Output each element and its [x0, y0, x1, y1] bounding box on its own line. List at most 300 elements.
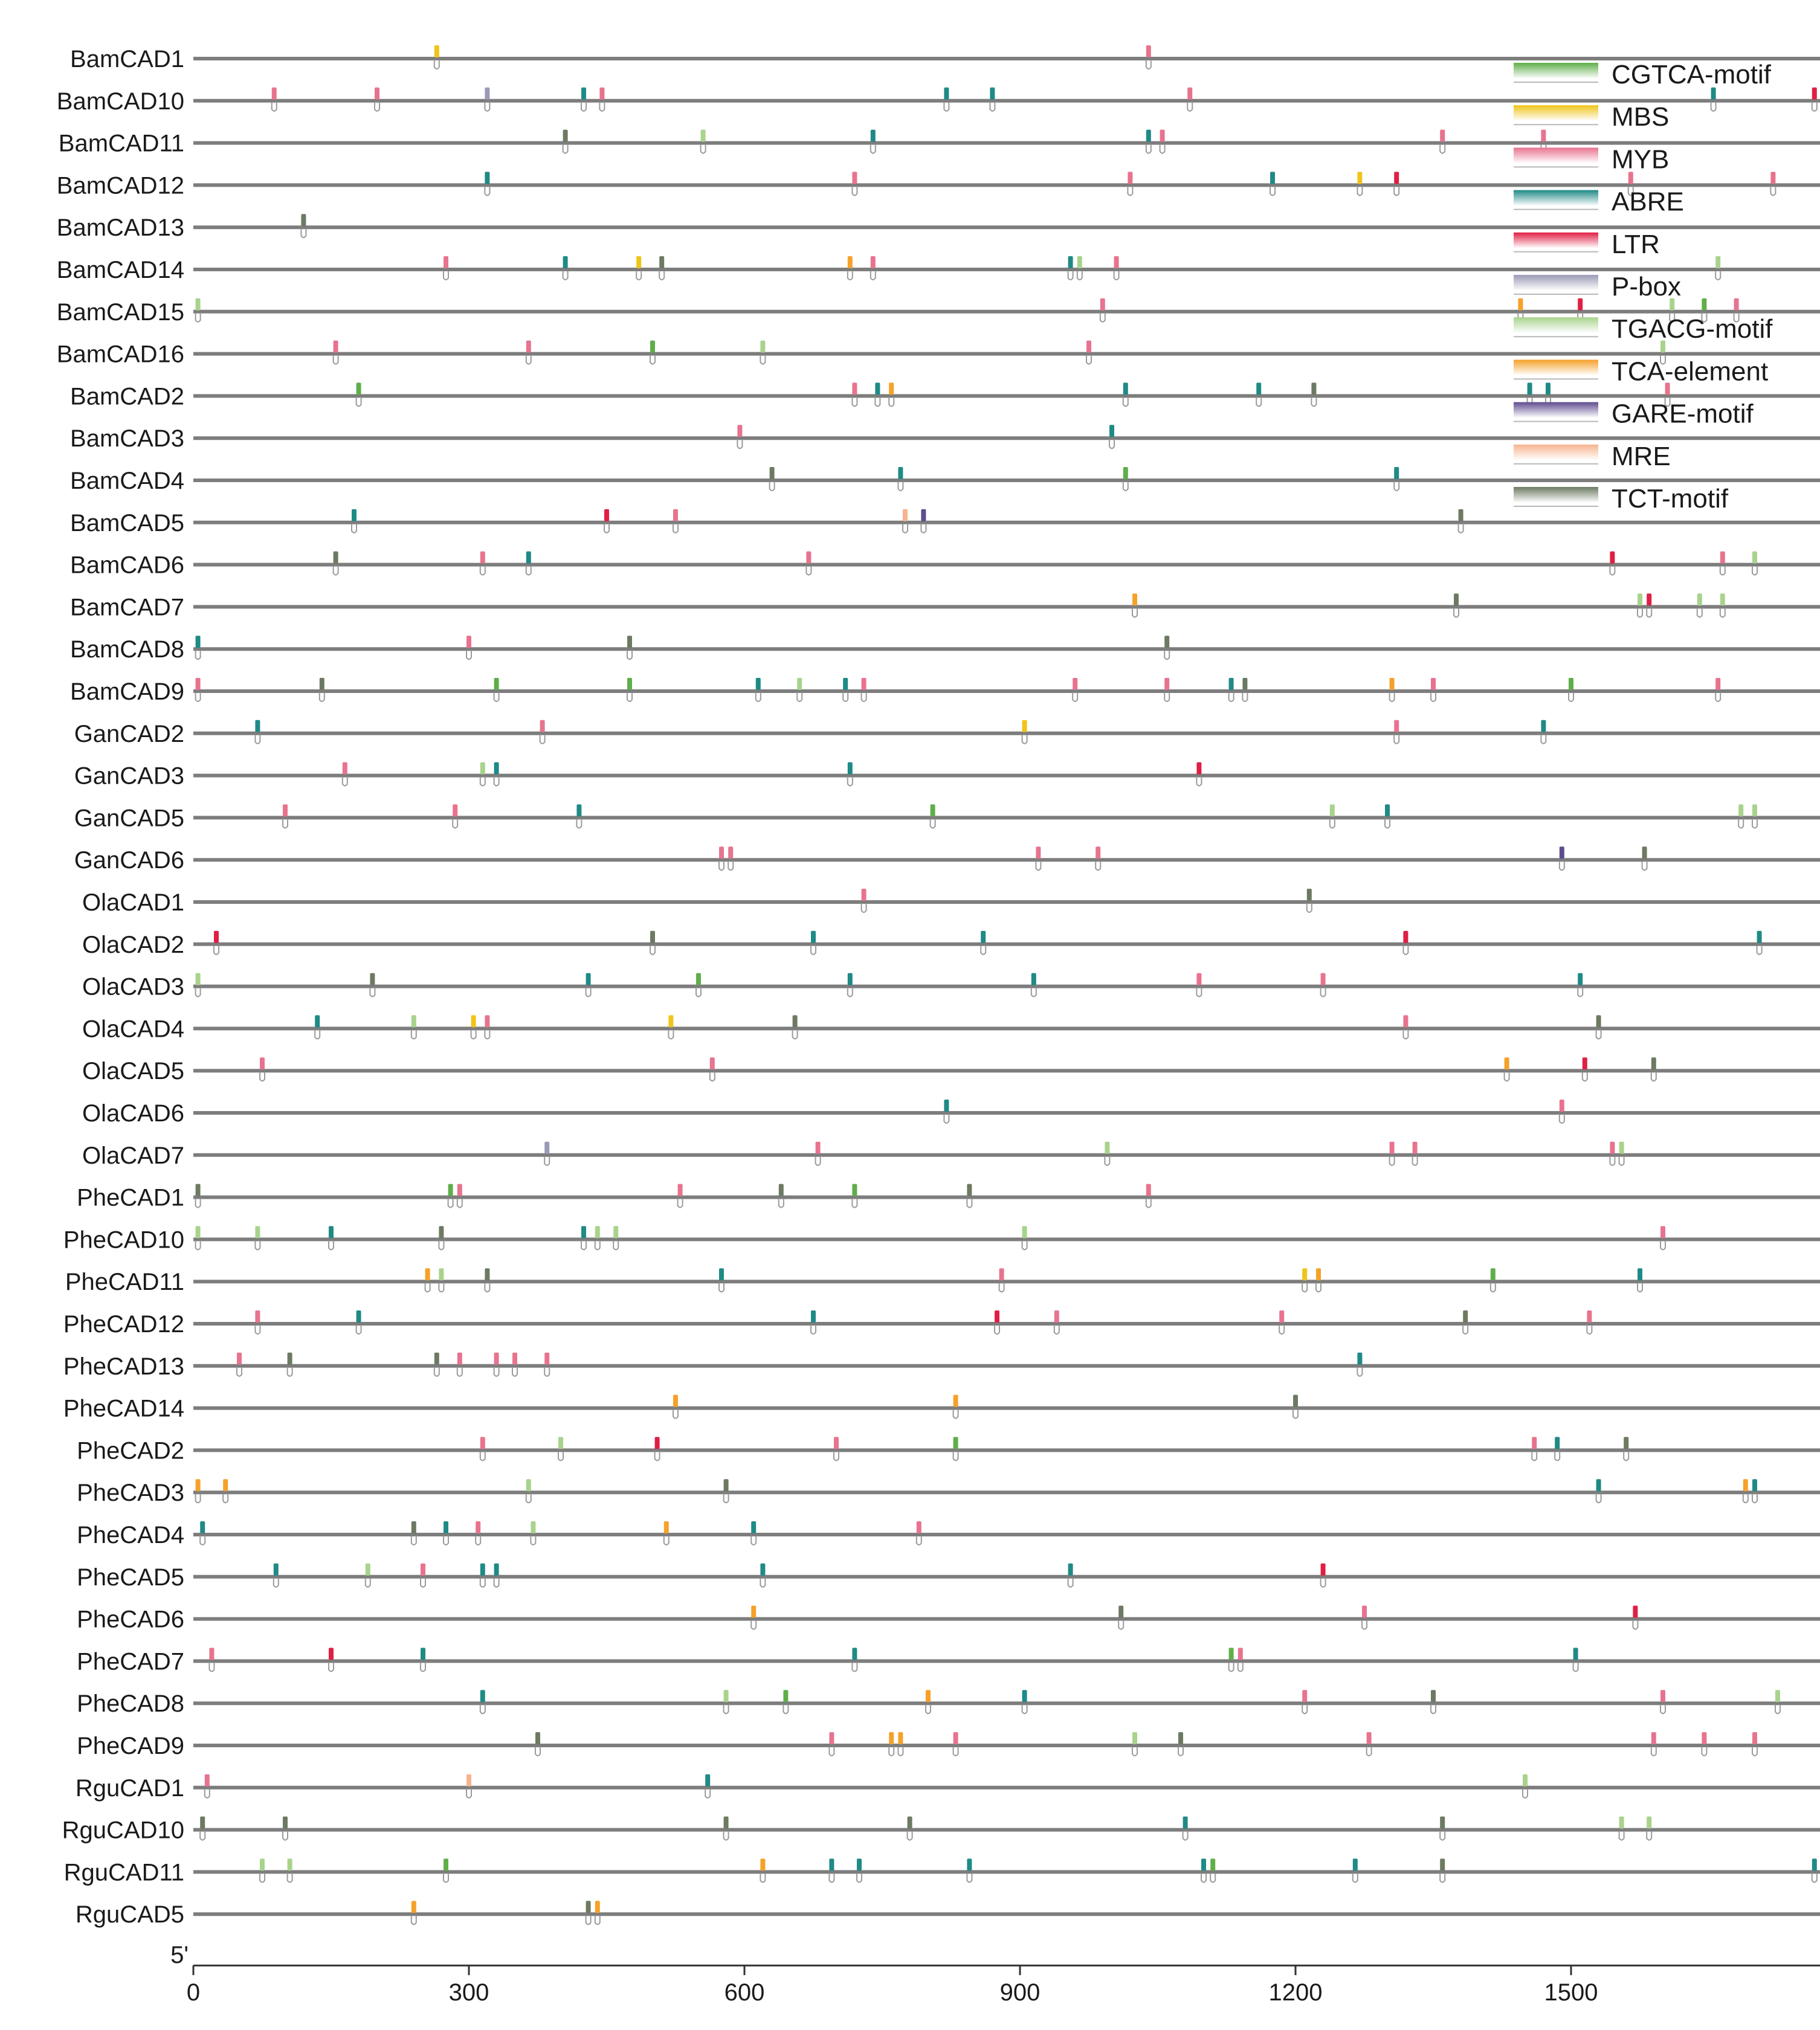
cis-element-mark [1036, 846, 1041, 870]
cis-element-mark [967, 1858, 972, 1882]
cis-element-mark [272, 88, 277, 111]
x-tick-label: 1200 [1268, 1979, 1323, 2006]
cis-element-mark [903, 509, 908, 533]
cis-element-mark [852, 1648, 857, 1671]
cis-element-mark [320, 678, 324, 701]
cis-element-mark [673, 1395, 678, 1419]
cis-element-mark [760, 1564, 765, 1587]
cis-element-mark [1651, 1732, 1656, 1756]
cis-element-mark [1367, 1732, 1372, 1756]
cis-element-mark [1454, 593, 1459, 617]
cis-element-mark [967, 1184, 972, 1208]
cis-element-mark [357, 1310, 361, 1334]
gene-row [82, 889, 1820, 916]
cis-element-mark [1651, 1057, 1656, 1081]
cis-element-mark [453, 804, 457, 828]
gene-label: BamCAD12 [56, 172, 184, 199]
cis-element-mark [485, 1268, 489, 1292]
cis-element-mark [954, 1732, 958, 1756]
cis-element-mark [480, 552, 485, 575]
cis-element-mark [636, 256, 641, 280]
gene-label: BamCAD9 [70, 678, 184, 705]
cis-element-mark [343, 762, 347, 786]
cis-element-mark [196, 1226, 201, 1249]
cis-element-mark [1109, 425, 1114, 448]
gene-row [74, 762, 1820, 790]
cis-element-mark [1752, 804, 1757, 828]
cis-element-mark [1022, 1690, 1027, 1713]
cis-element-mark [728, 846, 733, 870]
cis-element-mark [457, 1353, 462, 1376]
cis-element-mark [1311, 382, 1316, 406]
gene-label: BamCAD4 [70, 468, 184, 494]
cis-element-mark [760, 341, 765, 364]
cis-element-mark [205, 1774, 210, 1798]
cis-element-mark [494, 1564, 499, 1587]
gene-row [82, 1057, 1820, 1084]
cis-element-mark [480, 1564, 485, 1587]
gene-label: BamCAD15 [56, 298, 184, 326]
legend-label: TGACG-motif [1612, 314, 1773, 344]
cis-element-mark [329, 1648, 334, 1671]
legend-swatch [1514, 105, 1598, 121]
cis-element-mark [1187, 88, 1192, 111]
cis-element-mark [1532, 1437, 1537, 1460]
cis-element-mark [875, 382, 880, 406]
legend-label: LTR [1612, 229, 1660, 259]
cis-element-mark [696, 973, 701, 997]
cis-element-mark [1293, 1395, 1298, 1419]
cis-element-mark [485, 88, 489, 111]
cis-element-mark [1812, 1858, 1817, 1882]
cis-element-mark [1647, 1817, 1651, 1840]
gene-row [63, 1310, 1820, 1338]
cis-element-mark [770, 467, 775, 491]
cis-element-mark [1638, 1268, 1642, 1292]
cis-element-mark [526, 341, 531, 364]
gene-label: OlaCAD6 [82, 1100, 184, 1127]
cis-element-mark [917, 1521, 921, 1545]
cis-element-mark [1757, 931, 1762, 955]
legend-item [1514, 314, 1773, 344]
cis-element-mark [315, 1015, 320, 1039]
cis-element-mark [921, 509, 926, 533]
cis-element-mark [288, 1858, 292, 1882]
cis-element-mark [797, 678, 802, 701]
gene-label: PheCAD6 [77, 1606, 184, 1633]
cis-element-mark [664, 1521, 669, 1545]
cis-element-mark [1660, 1226, 1665, 1249]
x-axis-ticks [187, 1965, 1820, 2006]
legend-label: CGTCA-motif [1612, 60, 1771, 89]
gene-label: PheCAD2 [77, 1437, 184, 1464]
cis-element-mark [673, 509, 678, 533]
cis-element-mark [848, 256, 853, 280]
gene-label: RguCAD10 [62, 1817, 184, 1844]
cis-element-mark [756, 678, 761, 701]
cis-element-mark [1321, 1564, 1326, 1587]
cis-element-mark [526, 552, 531, 575]
cis-element-mark [411, 1015, 416, 1039]
cis-element-mark [494, 762, 499, 786]
gene-label: BamCAD2 [70, 383, 184, 410]
legend-label: MYB [1612, 144, 1670, 175]
gene-row [63, 1353, 1820, 1380]
legend-swatch [1514, 445, 1598, 460]
cis-element-mark [1610, 1142, 1615, 1165]
cis-element-mark [852, 1184, 857, 1208]
cis-element-mark [494, 1353, 499, 1376]
cis-element-mark [255, 1310, 260, 1334]
cis-element-mark [1440, 1817, 1445, 1840]
cis-element-mark [466, 1774, 471, 1798]
x-tick-label: 0 [186, 1979, 201, 2006]
cis-element-mark [1660, 1690, 1665, 1713]
cis-element-mark [862, 678, 866, 701]
cis-element-mark [1105, 1142, 1109, 1165]
legend-item [1514, 144, 1669, 174]
cis-element-mark [457, 1184, 462, 1208]
legend-item [1514, 230, 1660, 259]
cis-element-mark [1720, 552, 1725, 575]
cis-element-mark [237, 1353, 242, 1376]
x-tick-label: 1500 [1544, 1979, 1598, 2006]
cis-element-mark [1086, 341, 1091, 364]
gene-label: PheCAD10 [63, 1226, 184, 1254]
cis-element-mark [421, 1564, 425, 1587]
cis-element-mark [444, 1858, 448, 1882]
cis-element-mark [1642, 846, 1647, 870]
gene-row [77, 1648, 1820, 1675]
cis-element-mark [200, 1521, 205, 1545]
cis-element-mark [466, 636, 471, 659]
cis-element-mark [627, 678, 632, 701]
cis-element-mark [1196, 762, 1201, 786]
legend-item [1514, 187, 1684, 217]
cis-element-mark [829, 1858, 834, 1882]
cis-element-mark [724, 1817, 729, 1840]
gene-label: OlaCAD5 [82, 1058, 184, 1085]
cis-element-mark [627, 636, 632, 659]
gene-label: PheCAD11 [65, 1269, 184, 1296]
gene-label: BamCAD13 [56, 214, 184, 242]
cis-element-mark [480, 1690, 485, 1713]
cis-element-mark [1440, 1858, 1445, 1882]
cis-element-mark [357, 382, 361, 406]
legend-swatch [1514, 190, 1598, 206]
gene-label: RguCAD5 [75, 1901, 184, 1928]
cis-element-mark [737, 425, 742, 448]
legend-label: P-box [1612, 272, 1681, 301]
five-prime-label: 5' [170, 1942, 189, 1969]
cis-element-mark [1394, 467, 1399, 491]
cis-element-mark [908, 1817, 912, 1840]
cis-element-mark [1463, 1310, 1468, 1334]
cis-element-mark [779, 1184, 784, 1208]
cis-element-mark [1440, 130, 1445, 153]
cis-element-mark [196, 636, 201, 659]
cis-element-mark [1022, 1226, 1027, 1249]
cis-element-mark [196, 973, 201, 997]
cis-element-mark [1715, 678, 1720, 701]
cis-element-mark [954, 1395, 958, 1419]
gene-row [63, 1226, 1820, 1253]
gene-label: OlaCAD2 [82, 931, 184, 958]
gene-label: BamCAD3 [70, 425, 184, 453]
cis-element-mark [1118, 1606, 1123, 1629]
cis-element-mark [954, 1437, 958, 1460]
cis-element-mark [196, 1479, 201, 1503]
cis-element-mark [793, 1015, 798, 1039]
gene-row [70, 593, 1820, 620]
cis-element-mark [448, 1184, 453, 1208]
cis-element-mark [375, 88, 379, 111]
cis-element-mark [1569, 678, 1573, 701]
cis-element-mark [1720, 593, 1725, 617]
gene-label: BamCAD14 [56, 257, 184, 283]
cis-element-mark [1270, 172, 1275, 195]
gene-row [77, 1732, 1820, 1759]
cis-element-mark [678, 1184, 683, 1208]
cis-element-mark [1752, 1732, 1757, 1756]
legend-item [1514, 356, 1768, 386]
cis-element-mark [563, 130, 568, 153]
cis-element-mark [1242, 678, 1247, 701]
cis-element-mark [1160, 130, 1165, 153]
cis-element-mark [1619, 1142, 1624, 1165]
gene-row [74, 720, 1820, 747]
gene-label: BamCAD10 [56, 88, 184, 115]
cis-element-mark [544, 1353, 549, 1376]
cis-element-mark [811, 1310, 816, 1334]
cis-element-mark [1541, 720, 1546, 744]
cis-element-mark [1505, 1057, 1509, 1081]
cis-element-mark [829, 1732, 834, 1756]
cis-element-mark [1431, 678, 1436, 701]
cis-element-mark [1330, 804, 1335, 828]
cis-element-mark [1596, 1015, 1601, 1039]
cis-element-mark [1385, 804, 1390, 828]
cis-element-mark [260, 1057, 265, 1081]
x-tick-label: 900 [999, 1979, 1041, 2006]
cis-element-mark [843, 678, 848, 701]
cis-element-mark [1183, 1817, 1188, 1840]
gene-label: BamCAD7 [70, 594, 184, 621]
cis-element-mark [1633, 1606, 1638, 1629]
cis-element-mark [512, 1353, 517, 1376]
cis-element-mark [1054, 1310, 1059, 1334]
legend-item [1514, 60, 1772, 89]
cis-element-mark [1738, 804, 1743, 828]
gene-row [74, 804, 1820, 831]
cis-element-mark [889, 1732, 894, 1756]
cis-element-mark [1096, 846, 1100, 870]
gene-label: RguCAD1 [75, 1774, 184, 1802]
gene-row [77, 1521, 1820, 1548]
cis-element-mark [1229, 1648, 1234, 1671]
gene-row [64, 1858, 1820, 1886]
cis-element-mark [563, 256, 568, 280]
legend-item [1514, 442, 1671, 471]
cis-element-mark [852, 172, 857, 195]
cis-element-mark [1624, 1437, 1628, 1460]
gene-row [82, 1142, 1820, 1169]
cis-element-mark [751, 1521, 756, 1545]
legend-label: TCT-motif [1612, 484, 1729, 514]
cis-element-mark [650, 931, 655, 955]
legend-label: GARE-motif [1612, 399, 1754, 429]
legend-item [1514, 484, 1729, 514]
cis-element-mark [255, 1226, 260, 1249]
cis-element-mark [434, 45, 439, 69]
cis-element-mark [719, 846, 724, 870]
gene-label: RguCAD11 [63, 1859, 184, 1886]
gene-row [76, 1901, 1820, 1928]
gene-row [77, 1690, 1820, 1717]
cis-element-mark [599, 88, 604, 111]
cis-element-mark [848, 762, 853, 786]
cis-element-mark [444, 1521, 448, 1545]
legend [1514, 60, 1773, 514]
cis-element-mark [255, 720, 260, 744]
cis-element-mark [1560, 846, 1564, 870]
cis-element-mark [434, 1353, 439, 1376]
gene-label: PheCAD7 [77, 1648, 184, 1675]
cis-element-mark [1523, 1774, 1528, 1798]
x-tick-label: 600 [724, 1979, 765, 2006]
gene-label: OlaCAD3 [82, 973, 184, 1000]
cis-element-mark [1459, 509, 1463, 533]
cis-element-mark [613, 1226, 618, 1249]
gene-label: BamCAD8 [70, 636, 184, 663]
gene-label: BamCAD11 [58, 130, 184, 157]
cis-element-mark [1077, 256, 1082, 280]
legend-swatch [1514, 359, 1598, 375]
cis-element-mark [576, 804, 581, 828]
cis-element-mark [581, 88, 586, 111]
cis-element-mark [301, 214, 306, 237]
legend-label: MBS [1612, 102, 1670, 132]
cis-element-mark [1132, 1732, 1137, 1756]
gene-row [82, 931, 1820, 958]
cis-element-mark [480, 762, 485, 786]
cis-element-mark [196, 678, 201, 701]
gene-label: BamCAD6 [70, 552, 184, 579]
cis-element-mark [421, 1648, 425, 1671]
cis-element-mark [1357, 1353, 1362, 1376]
cis-element-mark [480, 1437, 485, 1460]
cis-element-mark [1743, 1479, 1748, 1503]
cis-element-mark [852, 382, 857, 406]
cis-element-mark [485, 172, 489, 195]
cis-element-mark [1256, 382, 1261, 406]
legend-swatch [1514, 63, 1598, 79]
cis-element-mark [1403, 1015, 1408, 1039]
cis-element-mark [1357, 172, 1362, 195]
cis-element-mark [1403, 931, 1408, 955]
cis-element-mark [1201, 1858, 1206, 1882]
cis-element-mark [1073, 678, 1077, 701]
cis-element-mark [595, 1901, 600, 1924]
gene-label: OlaCAD4 [82, 1016, 184, 1043]
cis-element-mark [1146, 1184, 1151, 1208]
cis-element-mark [540, 720, 545, 744]
cis-element-mark [999, 1268, 1004, 1292]
cis-element-mark [196, 1184, 201, 1208]
cis-element-mark [209, 1648, 214, 1671]
cis-element-mark [485, 1015, 489, 1039]
cis-element-mark [439, 1226, 444, 1249]
cis-element-mark [1307, 889, 1312, 912]
cis-element-mark [1321, 973, 1326, 997]
cis-element-mark [586, 1901, 591, 1924]
cis-element-mark [1638, 593, 1642, 617]
gene-label: OlaCAD1 [82, 889, 184, 916]
gene-label: PheCAD3 [77, 1480, 184, 1507]
cis-element-mark [1647, 593, 1651, 617]
cis-element-mark [724, 1479, 729, 1503]
gene-label: PheCAD9 [77, 1733, 184, 1759]
cis-element-mark [926, 1690, 931, 1713]
gene-label: GanCAD6 [74, 847, 184, 874]
cis-element-mark [494, 678, 499, 701]
cis-element-mark [751, 1606, 756, 1629]
cis-element-mark [848, 973, 853, 997]
cis-element-mark [1302, 1690, 1307, 1713]
cis-element-mark [1178, 1732, 1183, 1756]
cis-element-mark [650, 341, 655, 364]
gene-row [82, 1100, 1820, 1127]
gene-row [77, 1437, 1820, 1464]
cis-element-mark [352, 509, 357, 533]
cis-element-mark [1578, 973, 1583, 997]
cis-element-mark [1031, 973, 1036, 997]
gene-label: PheCAD5 [77, 1564, 184, 1591]
cis-element-mark [274, 1564, 279, 1587]
legend-swatch [1514, 233, 1598, 248]
cis-element-mark [366, 1564, 370, 1587]
cis-element-mark [1491, 1268, 1496, 1292]
legend-item [1514, 272, 1681, 301]
gene-label: OlaCAD7 [82, 1142, 184, 1169]
cis-element-mark [1394, 172, 1399, 195]
cis-element-mark [811, 931, 816, 955]
cis-element-mark [439, 1268, 444, 1292]
cis-element-mark [710, 1057, 715, 1081]
cis-element-mark [260, 1858, 265, 1882]
gene-label: GanCAD5 [74, 805, 184, 832]
gene-row [77, 1606, 1820, 1633]
cis-element-mark [288, 1353, 292, 1376]
cis-element-mark [476, 1521, 480, 1545]
gene-label: GanCAD3 [74, 762, 184, 790]
cis-element-mark [1752, 1479, 1757, 1503]
cis-element-mark [444, 256, 448, 280]
cis-element-mark [1229, 678, 1234, 701]
cis-element-mark [1560, 1100, 1564, 1123]
cis-element-mark [526, 1479, 531, 1503]
cis-element-mark [1610, 552, 1615, 575]
cis-element-mark [558, 1437, 563, 1460]
cis-element-mark [334, 552, 338, 575]
legend-label: TCA-element [1612, 356, 1769, 387]
cis-element-mark [1697, 593, 1702, 617]
cis-element-mark [1164, 678, 1169, 701]
gene-label: BamCAD5 [70, 509, 184, 536]
cis-element-mark [857, 1858, 862, 1882]
cis-element-mark [1812, 88, 1817, 111]
cis-element-mark [1238, 1648, 1243, 1671]
